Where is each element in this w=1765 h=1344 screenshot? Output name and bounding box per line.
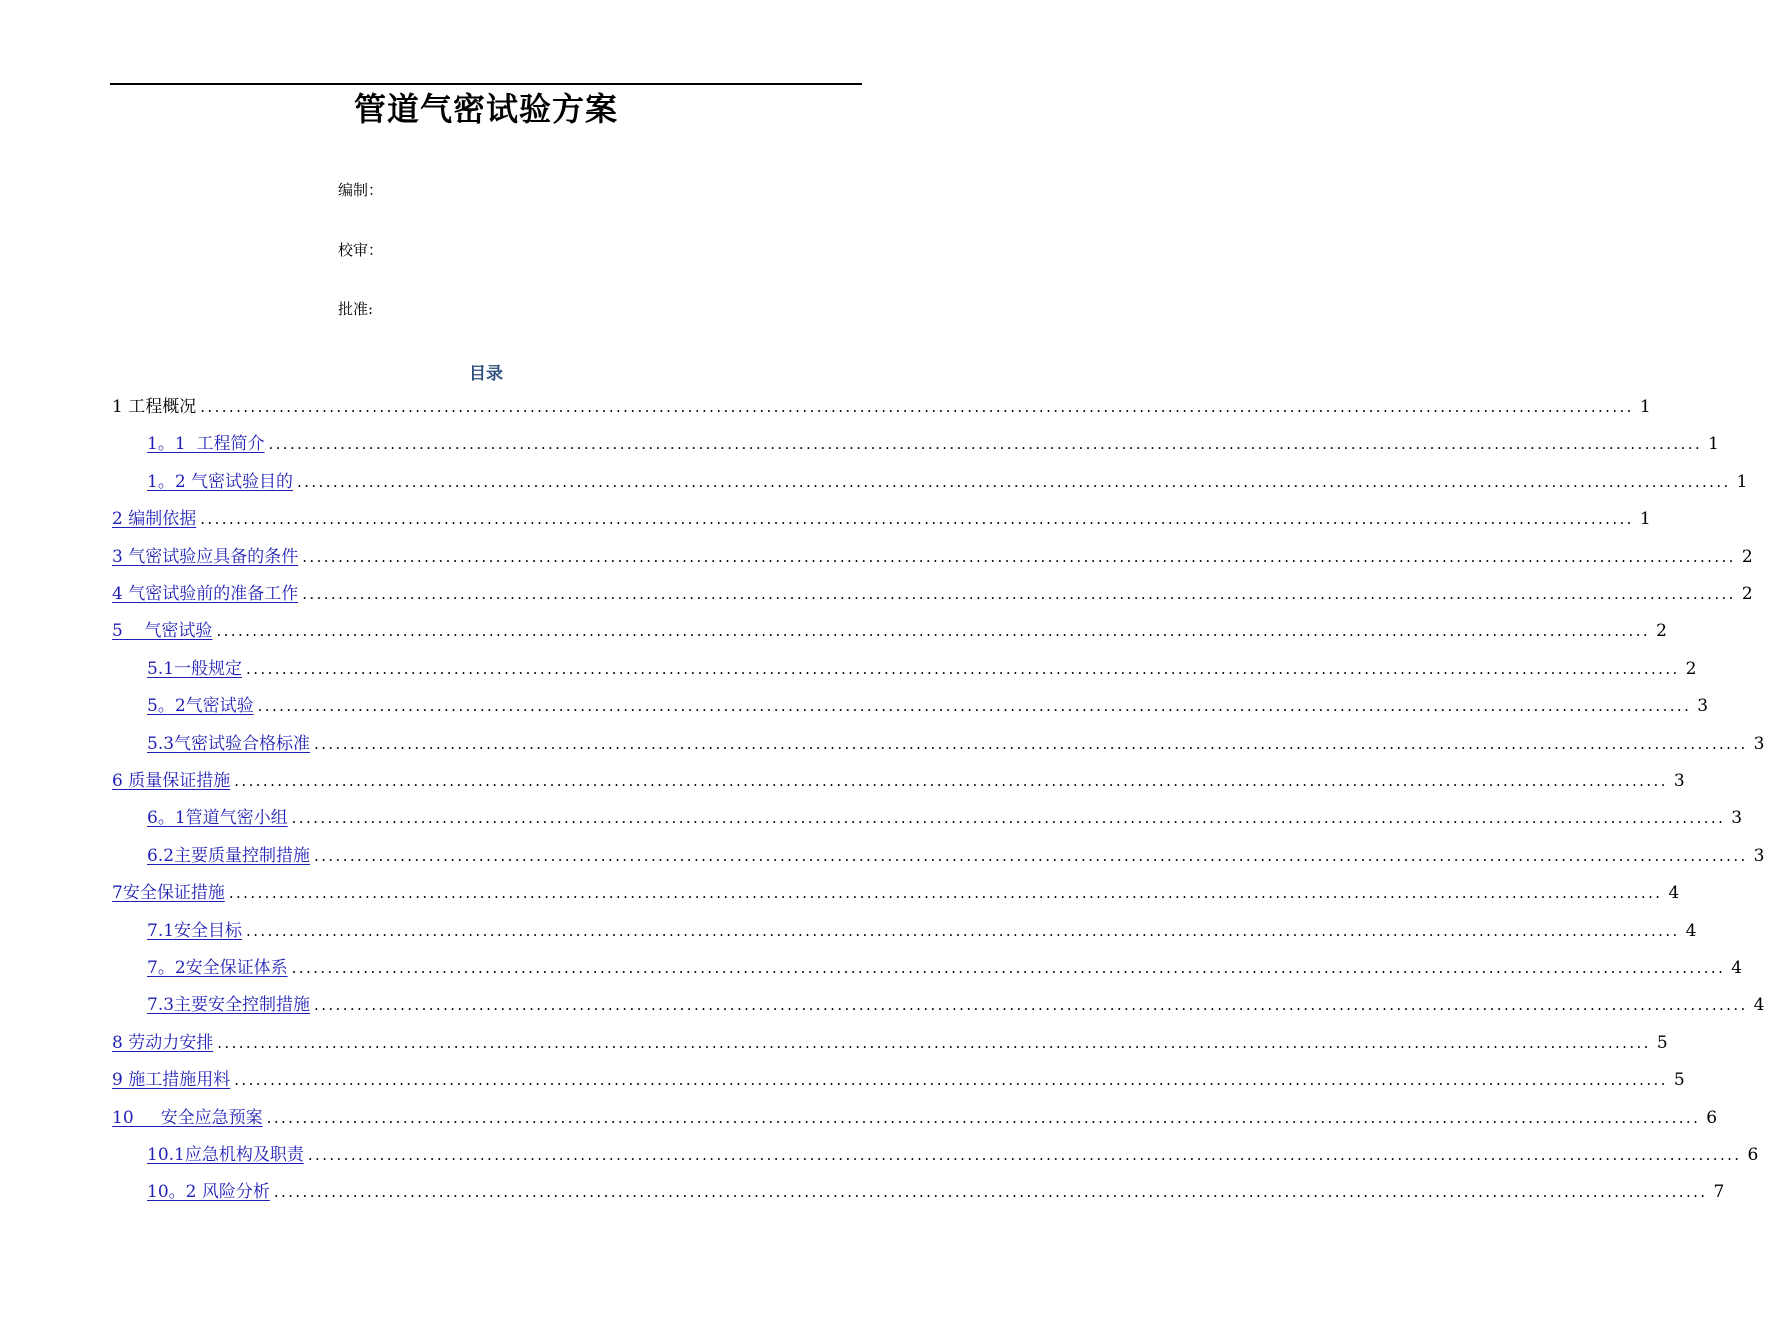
toc-entry[interactable]: [147, 1180, 1725, 1204]
toc-entry-page: 3: [1753, 733, 1765, 754]
toc-entry-page: 6: [1706, 1107, 1718, 1128]
toc-entry-title[interactable]: 2 编制依据: [112, 509, 197, 530]
toc-entry-title[interactable]: 10。2 风险分析: [147, 1182, 270, 1203]
toc-dot-leader: ........................................................................................................................................................................................................: [200, 398, 1634, 416]
toc-entry-title[interactable]: 10 安全应急预案: [112, 1107, 263, 1128]
toc-entry-page: 7: [1713, 1182, 1725, 1203]
toc-entry-title[interactable]: 8 劳动力安排: [112, 1032, 214, 1053]
toc-entry[interactable]: [147, 694, 1709, 718]
toc-dot-leader: ........................................................................................................................................................................................................: [291, 959, 1726, 977]
toc-entry-title[interactable]: 6.2主要质量控制措施: [147, 845, 311, 866]
toc-entry[interactable]: [147, 732, 1765, 756]
signature-reviewed-by-label: 校审：: [338, 241, 384, 259]
toc-entry[interactable]: [147, 470, 1748, 494]
toc-entry[interactable]: [112, 545, 1753, 569]
toc-entry-page: 2: [1741, 584, 1753, 604]
toc-dot-leader: ........................................................................................................................................................................................................: [314, 734, 1748, 753]
toc-entry-title[interactable]: 7.1安全目标: [147, 920, 243, 941]
toc-dot-leader: ........................................................................................................................................................................................................: [291, 809, 1726, 828]
toc-entry-page: 4: [1753, 995, 1765, 1016]
toc-entry-page: 6: [1747, 1145, 1759, 1165]
toc-entry[interactable]: [112, 1068, 1685, 1092]
toc-entry-title[interactable]: 1。2 气密试验目的: [147, 471, 294, 492]
toc-entry[interactable]: [147, 657, 1697, 681]
toc-entry-page: 4: [1685, 920, 1697, 941]
toc-entry-page: 2: [1741, 546, 1753, 567]
toc-entry: [112, 395, 1651, 419]
toc-heading: 目录: [469, 364, 503, 384]
toc-entry-page: 2: [1656, 621, 1667, 642]
toc-entry[interactable]: [147, 432, 1719, 456]
toc-entry-page: 3: [1673, 771, 1685, 791]
toc-entry-title[interactable]: 10.1应急机构及职责: [147, 1145, 304, 1165]
toc-entry-title[interactable]: 5.1一般规定: [147, 658, 243, 679]
toc-entry-title[interactable]: 4 气密试验前的准备工作: [112, 584, 299, 604]
toc-dot-leader: ........................................................................................................................................................................................................: [257, 697, 1692, 716]
toc-dot-leader: ........................................................................................................................................................................................................: [297, 472, 1731, 491]
toc-dot-leader: ........................................................................................................................................................................................................: [302, 585, 1736, 603]
toc-dot-leader: ........................................................................................................................................................................................................: [228, 884, 1663, 903]
toc-dot-leader: ........................................................................................................................................................................................................: [246, 921, 1680, 940]
toc-entry-title[interactable]: 3 气密试验应具备的条件: [112, 546, 299, 567]
toc-entry-page: 1: [1639, 397, 1651, 417]
toc-dot-leader: ........................................................................................................................................................................................................: [307, 1146, 1742, 1164]
toc-entry-page: 3: [1753, 845, 1765, 866]
toc-entry-page: 2: [1685, 658, 1697, 679]
toc-entry[interactable]: [147, 806, 1743, 830]
toc-entry[interactable]: [112, 507, 1651, 531]
toc-entry-title: 1 工程概况: [112, 397, 197, 417]
toc-dot-leader: ........................................................................................................................................................................................................: [266, 1108, 1701, 1127]
toc-entry-title[interactable]: 6 质量保证措施: [112, 771, 231, 791]
toc-dot-leader: ........................................................................................................................................................................................................: [234, 1071, 1668, 1090]
toc-entry-page: 3: [1731, 808, 1743, 829]
toc-dot-leader: ........................................................................................................................................................................................................: [217, 1033, 1651, 1052]
toc-entry-page: 1: [1736, 471, 1748, 492]
toc-entry-page: 1: [1708, 434, 1719, 455]
toc-entry[interactable]: [112, 881, 1680, 905]
toc-entry-title[interactable]: 7.3主要安全控制措施: [147, 995, 311, 1016]
toc-entry-title[interactable]: 5 气密试验: [112, 621, 213, 642]
toc-entry-title[interactable]: 5.3气密试验合格标准: [147, 733, 311, 754]
toc-dot-leader: ........................................................................................................................................................................................................: [216, 622, 1651, 641]
toc-entry[interactable]: [147, 1143, 1759, 1167]
toc-entry[interactable]: [147, 993, 1765, 1017]
toc-entry[interactable]: [147, 956, 1743, 980]
toc-entry[interactable]: [112, 769, 1685, 793]
signature-compiled-by-label: 编制：: [338, 181, 384, 199]
toc-entry-page: 5: [1673, 1070, 1685, 1091]
document-title: 管道气密试验方案: [353, 90, 618, 128]
toc-entry-title[interactable]: 7。2安全保证体系: [147, 958, 288, 978]
toc-entry-title[interactable]: 5。2气密试验: [147, 696, 254, 717]
toc-entry-title[interactable]: 6。1管道气密小组: [147, 808, 288, 829]
toc-entry-title[interactable]: 9 施工措施用料: [112, 1070, 231, 1091]
toc-dot-leader: ........................................................................................................................................................................................................: [268, 435, 1703, 454]
toc-entry-page: 4: [1668, 883, 1680, 904]
toc-entry[interactable]: [112, 1106, 1718, 1130]
toc-dot-leader: ........................................................................................................................................................................................................: [314, 996, 1748, 1015]
toc-entry-page: 4: [1731, 958, 1743, 978]
toc-entry-title[interactable]: 7安全保证措施: [112, 883, 225, 904]
toc-entry[interactable]: [147, 844, 1765, 868]
toc-dot-leader: ........................................................................................................................................................................................................: [234, 772, 1668, 790]
toc-entry[interactable]: [112, 1031, 1668, 1055]
toc-dot-leader: ........................................................................................................................................................................................................: [200, 510, 1634, 529]
top-rule: [110, 83, 862, 85]
toc-entry-page: 3: [1697, 696, 1709, 717]
toc-entry-page: 1: [1639, 509, 1651, 530]
signature-approved-by-label: 批准:: [338, 300, 374, 318]
toc-entry-title[interactable]: 1。1 工程简介: [147, 434, 265, 455]
toc-entry[interactable]: [112, 619, 1667, 643]
toc-entry[interactable]: [147, 919, 1697, 943]
toc-entry-page: 5: [1656, 1032, 1668, 1053]
toc-dot-leader: ........................................................................................................................................................................................................: [314, 846, 1748, 865]
toc-dot-leader: ........................................................................................................................................................................................................: [273, 1183, 1708, 1202]
toc-dot-leader: ........................................................................................................................................................................................................: [302, 547, 1736, 566]
toc-entry[interactable]: [112, 582, 1753, 606]
toc-dot-leader: ........................................................................................................................................................................................................: [246, 659, 1680, 678]
